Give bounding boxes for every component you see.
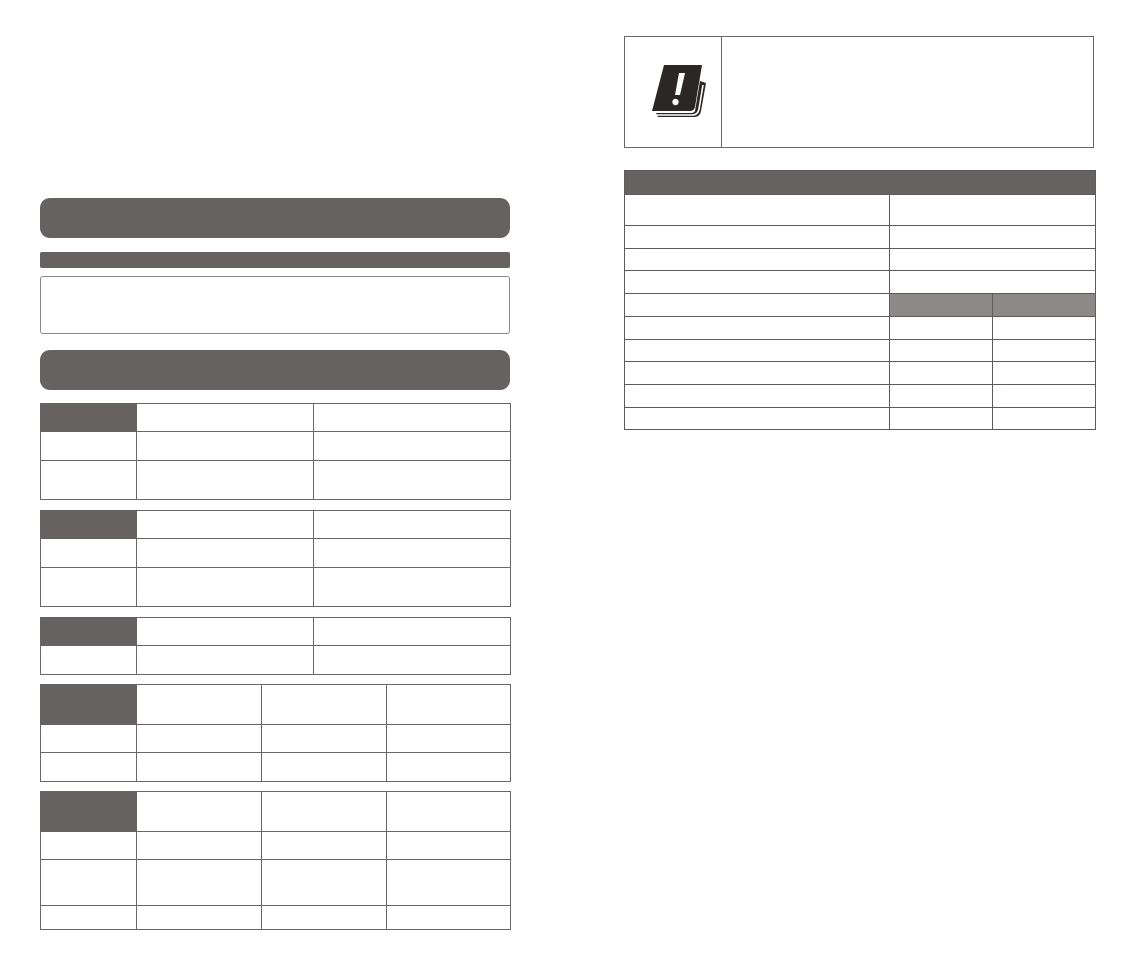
table-cell — [41, 906, 137, 930]
table-cell — [41, 618, 137, 646]
table-cell — [262, 725, 387, 753]
table-cell — [625, 408, 890, 430]
table-cell — [314, 404, 511, 432]
table-cell — [890, 317, 993, 340]
spec-table — [624, 170, 1096, 430]
table-cell — [262, 753, 387, 782]
table-cell — [890, 226, 1096, 249]
table-row — [625, 249, 1096, 271]
table-cell — [625, 249, 890, 271]
table-row — [41, 646, 511, 675]
table-cell — [137, 860, 262, 906]
table-cell — [890, 362, 993, 385]
table-cell — [314, 646, 511, 675]
table-row — [41, 511, 511, 539]
table-cell — [137, 404, 314, 432]
table-row — [625, 317, 1096, 340]
table-cell — [262, 906, 387, 930]
table-cell — [41, 404, 137, 432]
table-cell — [262, 832, 387, 860]
table-cell — [137, 685, 262, 725]
table-cell — [387, 685, 511, 725]
table-cell — [387, 792, 511, 832]
table-row — [41, 461, 511, 500]
section-1-text-box — [40, 276, 510, 334]
table-cell — [890, 385, 993, 408]
table-cell — [314, 539, 511, 568]
table-cell — [890, 271, 1096, 294]
left-table-4 — [40, 684, 511, 782]
table-cell — [41, 539, 137, 568]
table-cell — [137, 539, 314, 568]
table-cell — [137, 792, 262, 832]
table-cell — [314, 461, 511, 500]
table-row — [625, 271, 1096, 294]
table-cell — [137, 753, 262, 782]
table-cell — [387, 906, 511, 930]
section-1-header — [40, 198, 510, 238]
table-cell — [137, 461, 314, 500]
table-cell — [41, 792, 137, 832]
table-header-row — [625, 171, 1096, 195]
notice-text — [722, 37, 1093, 147]
table-cell — [137, 906, 262, 930]
table-cell — [314, 618, 511, 646]
table-cell — [387, 725, 511, 753]
table-cell — [890, 195, 1096, 226]
table-cell — [262, 860, 387, 906]
table-row — [41, 792, 511, 832]
table-row — [625, 340, 1096, 362]
table-cell — [314, 568, 511, 607]
table-cell — [993, 340, 1096, 362]
table-row — [625, 226, 1096, 249]
table-row — [625, 385, 1096, 408]
table-row — [625, 294, 1096, 317]
table-row — [41, 753, 511, 782]
table-cell — [137, 432, 314, 461]
table-cell — [314, 511, 511, 539]
table-cell — [137, 568, 314, 607]
table-cell — [993, 362, 1096, 385]
table-cell — [387, 753, 511, 782]
section-1-subheader — [40, 252, 510, 268]
table-cell — [993, 317, 1096, 340]
table-cell — [137, 832, 262, 860]
table-cell — [890, 249, 1096, 271]
table-row — [41, 539, 511, 568]
table-cell — [625, 385, 890, 408]
table-cell — [625, 362, 890, 385]
left-table-3 — [40, 617, 511, 675]
table-cell — [262, 792, 387, 832]
table-cell — [137, 511, 314, 539]
table-row — [41, 432, 511, 461]
table-row — [41, 568, 511, 607]
notice-box — [624, 36, 1094, 148]
table-cell — [41, 646, 137, 675]
table-cell — [137, 646, 314, 675]
table-row — [41, 685, 511, 725]
table-row — [41, 725, 511, 753]
table-row — [41, 618, 511, 646]
table-cell — [387, 860, 511, 906]
table-cell — [137, 725, 262, 753]
table-row — [625, 362, 1096, 385]
table-cell — [41, 860, 137, 906]
table-row — [41, 832, 511, 860]
table-cell — [41, 685, 137, 725]
table-cell — [41, 568, 137, 607]
table-cell — [625, 340, 890, 362]
table-cell — [890, 340, 993, 362]
table-cell — [41, 832, 137, 860]
table-row — [41, 860, 511, 906]
table-cell — [993, 385, 1096, 408]
table-row — [41, 906, 511, 930]
table-cell — [41, 432, 137, 461]
left-table-1 — [40, 403, 511, 500]
table-row — [625, 408, 1096, 430]
section-2-header — [40, 350, 510, 390]
table-cell — [314, 432, 511, 461]
table-cell — [993, 408, 1096, 430]
table-cell — [262, 685, 387, 725]
table-cell — [137, 618, 314, 646]
table-row — [625, 195, 1096, 226]
notice-icon-cell — [625, 37, 722, 147]
table-cell — [387, 832, 511, 860]
table-cell — [993, 294, 1096, 317]
table-cell — [890, 294, 993, 317]
manual-warning-icon — [638, 57, 708, 127]
left-table-2 — [40, 510, 511, 607]
table-cell — [890, 408, 993, 430]
spec-table-title — [625, 171, 1096, 195]
left-table-5 — [40, 791, 511, 930]
table-cell — [625, 195, 890, 226]
table-cell — [41, 511, 137, 539]
table-cell — [41, 725, 137, 753]
table-cell — [41, 753, 137, 782]
table-row — [41, 404, 511, 432]
table-cell — [41, 461, 137, 500]
table-cell — [625, 271, 890, 294]
table-cell — [625, 226, 890, 249]
table-cell — [625, 317, 890, 340]
table-cell — [625, 294, 890, 317]
